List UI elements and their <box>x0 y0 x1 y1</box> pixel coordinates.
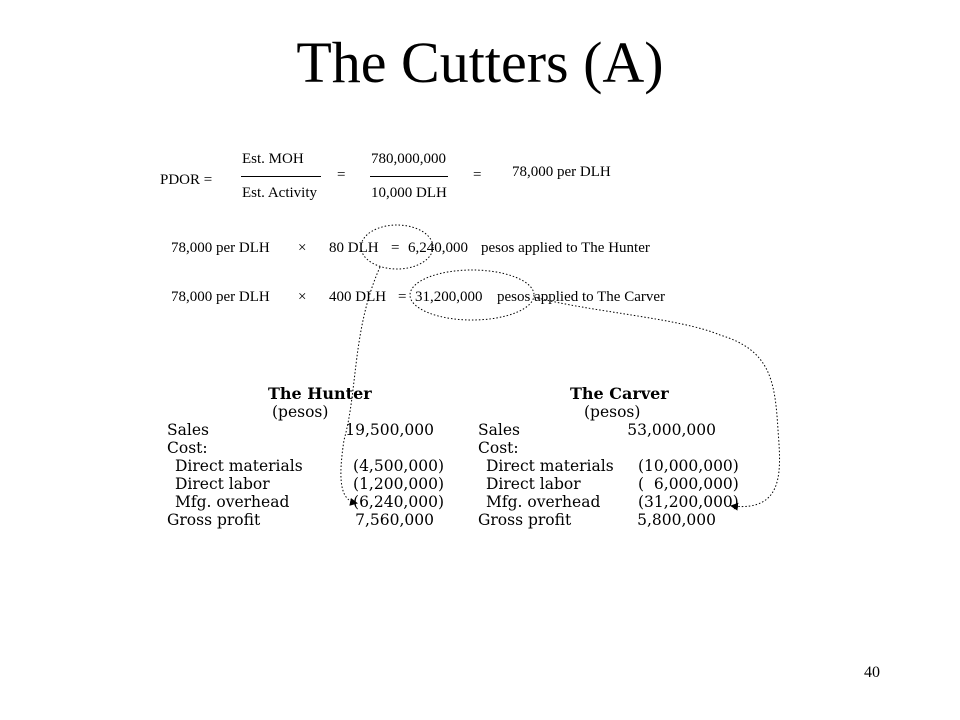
carver-row-value: (31,200,000) <box>638 493 739 511</box>
carver-row-label: Direct labor <box>486 475 581 493</box>
carver-row-label: Cost: <box>478 439 519 457</box>
pdor-equals-2: = <box>473 167 482 183</box>
carver-row-label: Mfg. overhead <box>486 493 601 511</box>
carver-units: (pesos) <box>584 403 641 421</box>
hunter-row-value: 7,560,000 <box>355 511 434 529</box>
hunter-row-label: Direct labor <box>175 475 270 493</box>
slide-title: The Cutters (A) <box>296 30 664 95</box>
carver-row-value: (10,000,000) <box>638 457 739 475</box>
carver-row-value: 5,800,000 <box>637 511 716 529</box>
pdor-numerator-text: Est. MOH <box>242 151 304 167</box>
hunter-row-value: (6,240,000) <box>353 493 444 511</box>
equals-symbol: = <box>391 240 400 256</box>
hunter-row-label: Gross profit <box>167 511 261 529</box>
pdor-label: PDOR = <box>160 172 213 188</box>
carver-row-value: ( 6,000,000) <box>638 475 739 493</box>
application-description: pesos applied to The Carver <box>497 289 666 305</box>
carver-row-value: 53,000,000 <box>627 421 716 439</box>
application-rate: 78,000 per DLH <box>171 240 270 256</box>
hunter-row-value: (4,500,000) <box>353 457 444 475</box>
hunter-amount-highlight <box>361 225 433 269</box>
carver-amount-highlight <box>410 270 534 320</box>
carver-heading: The Carver <box>570 384 669 403</box>
application-hours: 80 DLH <box>329 240 379 256</box>
carver-row-label: Direct materials <box>486 457 614 475</box>
times-symbol: × <box>298 240 307 256</box>
hunter-connector-arrow <box>341 267 380 503</box>
equals-symbol: = <box>398 289 407 305</box>
carver-row-label: Gross profit <box>478 511 572 529</box>
hunter-heading: The Hunter <box>268 384 372 403</box>
pdor-result: 78,000 per DLH <box>512 164 611 180</box>
hunter-units: (pesos) <box>272 403 329 421</box>
carver-connector-arrow <box>534 297 780 507</box>
hunter-row-label: Cost: <box>167 439 208 457</box>
hunter-row-value: (1,200,000) <box>353 475 444 493</box>
pdor-equals-1: = <box>337 167 346 183</box>
pdor-numerator-value: 780,000,000 <box>371 151 446 167</box>
application-rate: 78,000 per DLH <box>171 289 270 305</box>
hunter-row-label: Direct materials <box>175 457 303 475</box>
carver-row-label: Sales <box>478 421 520 439</box>
hunter-row-label: Mfg. overhead <box>175 493 290 511</box>
page-number: 40 <box>864 664 880 681</box>
application-hours: 400 DLH <box>329 289 387 305</box>
pdor-denominator-value: 10,000 DLH <box>371 185 447 201</box>
times-symbol: × <box>298 289 307 305</box>
hunter-row-value: 19,500,000 <box>345 421 434 439</box>
pdor-denominator-text: Est. Activity <box>242 185 317 201</box>
application-amount: 6,240,000 <box>408 240 468 256</box>
hunter-row-label: Sales <box>167 421 209 439</box>
application-amount: 31,200,000 <box>415 289 483 305</box>
application-description: pesos applied to The Hunter <box>481 240 650 256</box>
